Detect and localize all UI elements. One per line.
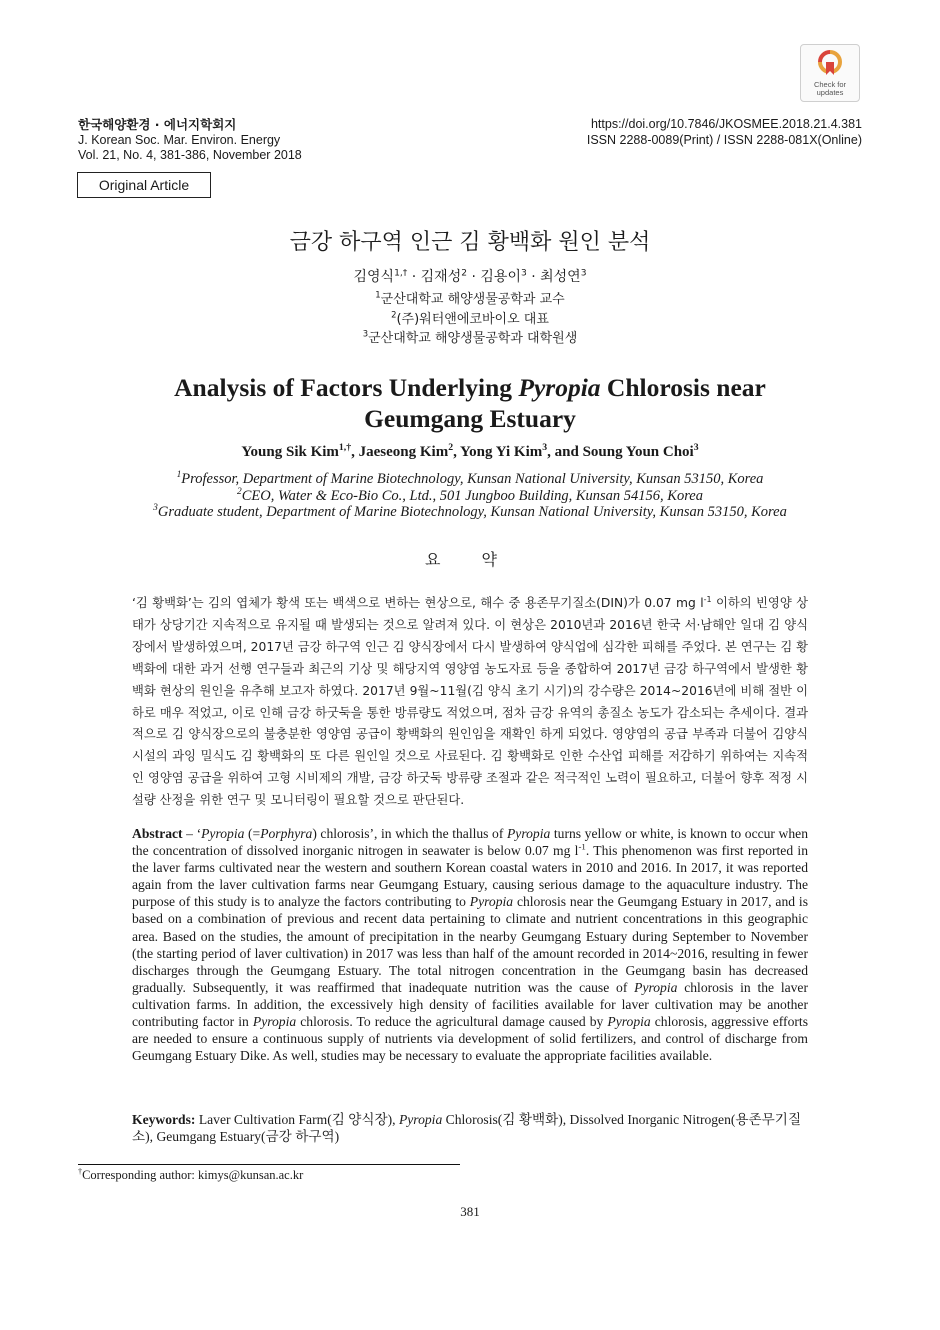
korean-author-name: 김용이 [480, 269, 521, 285]
journal-name-en: J. Korean Soc. Mar. Environ. Energy [78, 132, 281, 147]
english-affiliation-1: $^1$Professor, Department of Marine Biotechnology, Kunsan National University, Kunsan 53150, Korea [176, 470, 764, 487]
korean-affiliation-3: $^3$군산대학교 해양생물공학과 대학원생 [362, 328, 578, 346]
issn: ISSN 2288-0089(Print) / ISSN 2288-081X(Online) [586, 132, 862, 147]
korean-abstract-heading: 요 약 [425, 550, 515, 569]
korean-author-sup: 1,† [394, 268, 408, 279]
korean-authors [0, 266, 940, 286]
keywords: Keywords: Laver Cultivation Farm(김 양식장), Pyropia Chlorosis(김 황백화), Dissolved Inorganic Nitrogen(용존무기질소), Geumgang Estuary(금강 하구역) [132, 1112, 802, 1145]
badge-line2: updates [816, 88, 844, 97]
author-separator: · [407, 269, 421, 285]
english-author-name: Yong Yi Kim [460, 444, 543, 460]
article-type-box: Original Article [77, 172, 211, 198]
journal-info [78, 117, 302, 164]
english-author-joiner: , [453, 444, 461, 460]
english-author-sup: 3 [542, 442, 548, 453]
english-author-name: Jaeseong Kim [358, 444, 449, 460]
korean-author-sup: 3 [520, 268, 527, 279]
english-title: Analysis of Factors Underlying Pyropia Chlorosis near Geumgang Estuary [174, 373, 766, 433]
korean-author-name: 김영식 [353, 269, 395, 285]
english-abstract: Abstract – ‘Pyropia (=Porphyra) chlorosis’, in which the thallus of Pyropia turns yellow or white, is known to occur when the concentration of dissolved inorganic nitrogen in seawater is below 0.07 mg $l^{-1}$. This phenomenon was first reported in the laver farms cultivated near the western and southern Korean coastal waters in 2010 and 2016. In 2017, it was reported again from the laver cultivation farms near Geumgang Estuary, causing serious damage to the aquaculture industry. The purpose of this study is to analyze the factors contributing to Pyropia chlorosis near the Geumgang Estuary in 2017, and is based on a combination of previous and recent data pertaining to climate and nutrient concentrations in this geographic area. Based on the studies, the amount of precipitation in the nearby Geumgang Estuary during September to November (the starting period of laver cultivation) in 2017 was less than half of the amount recorded in 2014~2016, resulting in fewer discharges through the Geumgang Estuary. The total nitrogen concentration in the Geumgang basin has decreased gradually. Subsequently, it was reaffirmed that inadequate nutrition was the cause of Pyropia chlorosis in the laver cultivation farms. In addition, the excessively high density of facilities available for laver cultivation may be another contributing factor in Pyropia chlorosis. To reduce the agricultural damage caused by Pyropia chlorosis, aggressive efforts are needed to ensure a continuous supply of nutrients via development of solid fertilizers, and control of discharge from Geumgang Estuary Dike. As well, studies may be necessary to evaluate the appropriate facilities available. [132, 826, 808, 1064]
footnote-rule [78, 1164, 460, 1165]
korean-author-name: 최성연 [540, 269, 581, 285]
english-author-joiner: , and [547, 444, 583, 460]
page-number: 381 [460, 1204, 480, 1219]
english-author-name: Young Sik Kim [241, 444, 339, 460]
korean-affiliation-2: $^2$(주)워터앤에코바이오 대표 [391, 309, 549, 327]
english-affiliation-3: $^3$Graduate student, Department of Marine Biotechnology, Kunsan National University, Kunsan 53150, Korea [153, 503, 787, 520]
author-separator: · [467, 269, 481, 285]
english-authors [0, 444, 940, 461]
author-separator: · [526, 269, 541, 285]
korean-author-sup: 3 [580, 268, 587, 279]
english-author-name: Soung Youn Choi [582, 444, 694, 460]
korean-affiliation-1: $^1$군산대학교 해양생물공학과 교수 [375, 289, 565, 307]
journal-volume: Vol. 21, No. 4, 381-386, November 2018 [78, 148, 302, 162]
check-for-updates-badge[interactable] [800, 44, 860, 102]
doi-link[interactable]: https://doi.org/10.7846/JKOSMEE.2018.21.4.381 [590, 117, 862, 131]
english-affiliation-2: $^2$CEO, Water & Eco-Bio Co., Ltd., 501 Jungboo Building, Kunsan 54156, Korea [236, 487, 703, 504]
korean-author-sup: 2 [461, 268, 468, 279]
check-updates-icon [818, 50, 842, 78]
badge-line1: Check for [813, 80, 847, 89]
doi-info [587, 117, 862, 148]
journal-name-kr: 한국해양환경 · 에너지학회지 [78, 117, 237, 132]
english-author-sup: 1,† [338, 442, 352, 453]
english-author-sup: 3 [693, 442, 699, 453]
corresponding-author: †Corresponding author: kimys@kunsan.ac.kr [78, 1166, 304, 1182]
korean-title: 금강 하구역 인근 김 황백화 원인 분석 [289, 230, 651, 255]
korean-abstract: ‘김 황백화’는 김의 엽체가 황색 또는 백색으로 변하는 현상으로, 해수 중 용존무기질소(DIN)가 0.07 mg $l^{-1}$ 이하의 빈영양 상태가 상당기간 지속적으로 유지될 때 발생되는 것으로 알려져 있다. 이 현상은 2010년과 2016년 한국 서·남해안 일대 김 양식장에서 발생하였으며, 2017년 금강 하구역 인근 김 양식장에서 다시 발생하여 양식업에 심각한 피해를 주었다. 본 연구는 김 황백화에 대한 과거 선행 연구들과 최근의 기상 및 해당지역 영양염 농도자료 등을 종합하여 2017년 금강 하구역에서 발생한 황백화 현상의 원인을 유추해 보고자 하였다. 2017년 9월~11월(김 양식 초기 시기)의 강수량은 2014~2016년에 비해 절반 이하로 매우 적었고, 이로 인해 금강 하굿둑을 통한 방류량도 적었으며, 점차 금강 유역의 총질소 농도가 감소되는 추세이다. 결과적으로 김 양식장으로의 불충분한 영양염 공급이 황백화의 원인임을 재확인 하게 되었다. 영양염의 공급 부족과 더불어 김양식 시설의 과잉 밀식도 김 황백화의 또 다른 원인일 것으로 사료된다. 김 황백화로 인한 수산업 피해를 저감하기 위하여는 지속적인 영양염 공급을 위하여 고형 시비제의 개발, 금강 하굿둑 방류량 조절과 같은 적극적인 노력이 필요하고, 더불어 향후 적정 시설량 산정을 위한 연구 및 모니터링이 필요할 것으로 판단된다. [132, 594, 808, 808]
english-author-sup: 2 [448, 442, 454, 453]
korean-author-name: 김재성 [420, 269, 462, 285]
english-author-joiner: , [351, 444, 359, 460]
